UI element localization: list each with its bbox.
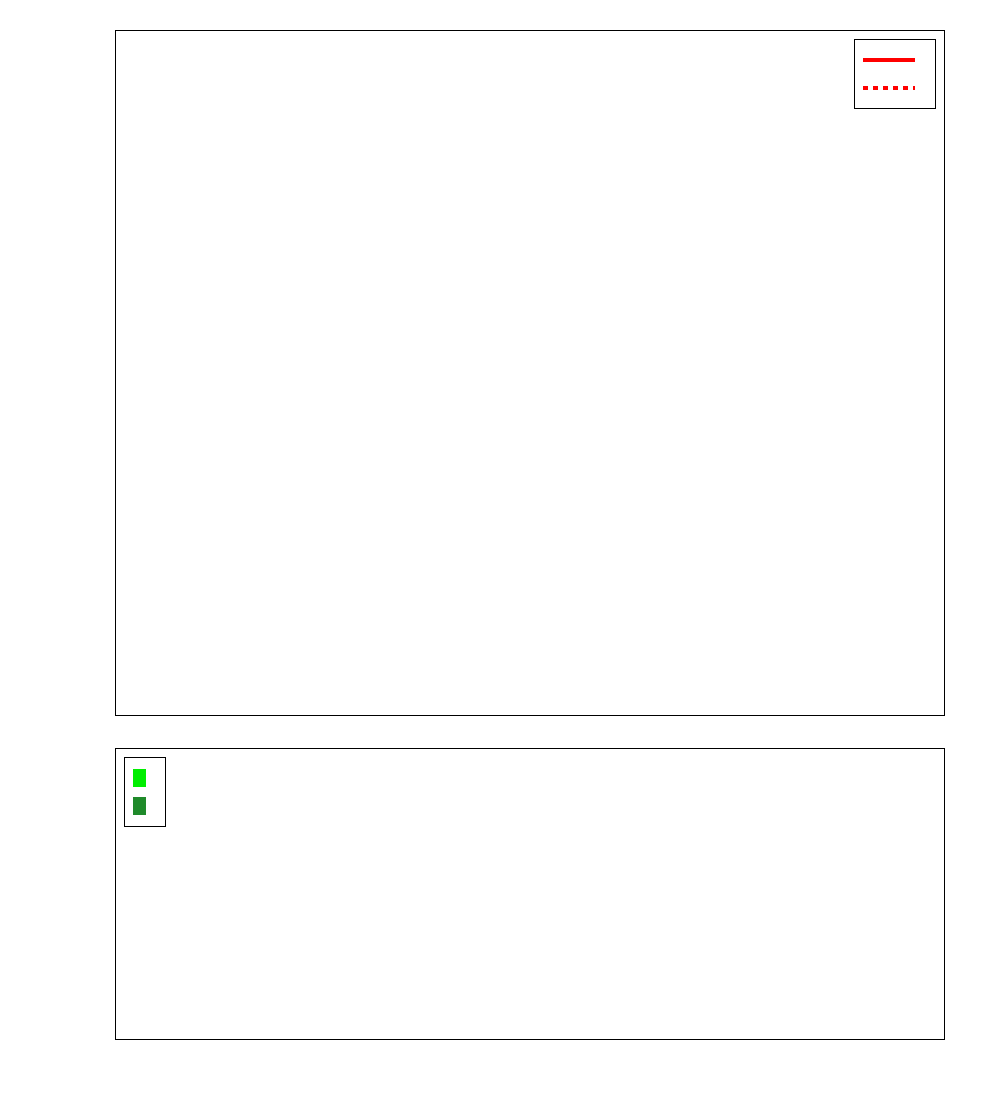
legend-item-nucleation xyxy=(863,74,925,102)
cumulative-rate-curves xyxy=(116,31,944,715)
rupture-count-plot xyxy=(115,748,945,1040)
solid-line-icon xyxy=(863,51,915,69)
dotted-line-icon xyxy=(863,79,915,97)
cumulative-rate-plot xyxy=(115,30,945,716)
available-ruptures-swatch-icon xyxy=(133,769,146,787)
utilized-ruptures-swatch-icon xyxy=(133,797,146,815)
legend-item-participation xyxy=(863,46,925,74)
legend-item-available-ruptures xyxy=(133,764,155,792)
rupture-legend xyxy=(124,757,166,827)
legend-item-utilized-ruptures xyxy=(133,792,155,820)
rate-legend xyxy=(854,39,936,109)
